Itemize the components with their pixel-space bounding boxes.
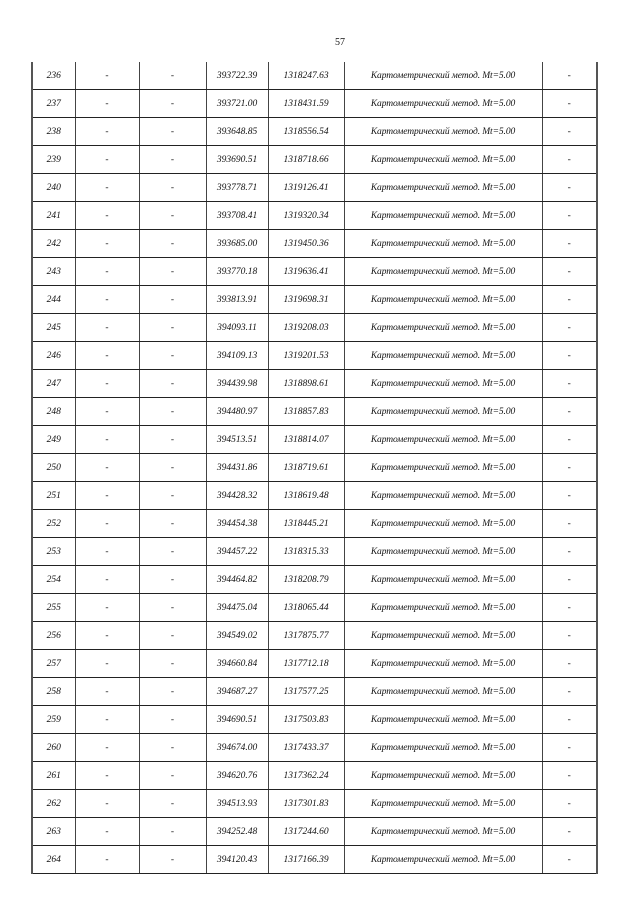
point-number-cell: 240: [33, 174, 75, 202]
point-number-cell: 260: [33, 734, 75, 762]
method-cell: Картометрический метод. Mt=5.00: [344, 426, 542, 454]
empty-cell: -: [75, 370, 139, 398]
empty-cell: -: [75, 398, 139, 426]
method-cell: Картометрический метод. Mt=5.00: [344, 538, 542, 566]
empty-cell: -: [139, 846, 206, 874]
coordinate-x-cell: 394480.97: [206, 398, 268, 426]
coordinate-x-cell: 394475.04: [206, 594, 268, 622]
coordinates-table: [33, 62, 596, 874]
empty-cell: -: [542, 146, 596, 174]
empty-cell: -: [75, 538, 139, 566]
coordinate-y-cell: 1318898.61: [268, 370, 344, 398]
empty-cell: -: [139, 174, 206, 202]
table-row: [33, 734, 596, 762]
point-number-cell: 259: [33, 706, 75, 734]
coordinate-y-cell: 1318247.63: [268, 62, 344, 90]
method-cell: Картометрический метод. Mt=5.00: [344, 846, 542, 874]
empty-cell: -: [139, 790, 206, 818]
point-number-cell: 257: [33, 650, 75, 678]
table-row: [33, 482, 596, 510]
empty-cell: -: [139, 202, 206, 230]
coordinate-y-cell: 1317166.39: [268, 846, 344, 874]
coordinate-x-cell: 394690.51: [206, 706, 268, 734]
coordinate-y-cell: 1318857.83: [268, 398, 344, 426]
empty-cell: -: [75, 510, 139, 538]
method-cell: Картометрический метод. Mt=5.00: [344, 622, 542, 650]
table-row: [33, 426, 596, 454]
point-number-cell: 248: [33, 398, 75, 426]
empty-cell: -: [75, 790, 139, 818]
empty-cell: -: [139, 734, 206, 762]
method-cell: Картометрический метод. Mt=5.00: [344, 90, 542, 118]
coordinate-x-cell: 393685.00: [206, 230, 268, 258]
empty-cell: -: [139, 370, 206, 398]
empty-cell: -: [542, 538, 596, 566]
empty-cell: -: [75, 62, 139, 90]
empty-cell: -: [542, 846, 596, 874]
empty-cell: -: [542, 258, 596, 286]
method-cell: Картометрический метод. Mt=5.00: [344, 258, 542, 286]
point-number-cell: 254: [33, 566, 75, 594]
empty-cell: -: [139, 650, 206, 678]
method-cell: Картометрический метод. Mt=5.00: [344, 174, 542, 202]
point-number-cell: 256: [33, 622, 75, 650]
table-row: [33, 566, 596, 594]
point-number-cell: 251: [33, 482, 75, 510]
empty-cell: -: [139, 286, 206, 314]
coordinate-y-cell: 1319320.34: [268, 202, 344, 230]
coordinate-x-cell: 394464.82: [206, 566, 268, 594]
empty-cell: -: [542, 286, 596, 314]
table-row: [33, 370, 596, 398]
coordinate-x-cell: 394439.98: [206, 370, 268, 398]
point-number-cell: 238: [33, 118, 75, 146]
empty-cell: -: [75, 706, 139, 734]
empty-cell: -: [139, 678, 206, 706]
table-row: [33, 202, 596, 230]
empty-cell: -: [542, 202, 596, 230]
method-cell: Картометрический метод. Mt=5.00: [344, 762, 542, 790]
table-row: [33, 622, 596, 650]
empty-cell: -: [139, 454, 206, 482]
empty-cell: -: [139, 594, 206, 622]
coordinate-y-cell: 1318814.07: [268, 426, 344, 454]
table-row: [33, 230, 596, 258]
method-cell: Картометрический метод. Mt=5.00: [344, 566, 542, 594]
empty-cell: -: [139, 706, 206, 734]
empty-cell: -: [75, 678, 139, 706]
table-row: [33, 650, 596, 678]
coordinate-x-cell: 393722.39: [206, 62, 268, 90]
coordinate-x-cell: 394687.27: [206, 678, 268, 706]
coordinate-x-cell: 393721.00: [206, 90, 268, 118]
coordinate-x-cell: 394109.13: [206, 342, 268, 370]
coordinate-x-cell: 393813.91: [206, 286, 268, 314]
empty-cell: -: [542, 426, 596, 454]
table-body: [33, 62, 596, 874]
table-row: [33, 454, 596, 482]
empty-cell: -: [75, 846, 139, 874]
empty-cell: -: [542, 566, 596, 594]
empty-cell: -: [75, 90, 139, 118]
coordinate-y-cell: 1317875.77: [268, 622, 344, 650]
table-row: [33, 62, 596, 90]
method-cell: Картометрический метод. Mt=5.00: [344, 650, 542, 678]
table-row: [33, 818, 596, 846]
point-number-cell: 264: [33, 846, 75, 874]
table-row: [33, 594, 596, 622]
empty-cell: -: [75, 734, 139, 762]
empty-cell: -: [75, 314, 139, 342]
empty-cell: -: [139, 314, 206, 342]
method-cell: Картометрический метод. Mt=5.00: [344, 314, 542, 342]
empty-cell: -: [542, 594, 596, 622]
empty-cell: -: [542, 62, 596, 90]
empty-cell: -: [139, 622, 206, 650]
coordinates-table-container: [31, 62, 598, 874]
point-number-cell: 241: [33, 202, 75, 230]
coordinate-y-cell: 1319208.03: [268, 314, 344, 342]
empty-cell: -: [139, 566, 206, 594]
point-number-cell: 237: [33, 90, 75, 118]
coordinate-y-cell: 1318445.21: [268, 510, 344, 538]
empty-cell: -: [139, 482, 206, 510]
empty-cell: -: [139, 342, 206, 370]
method-cell: Картометрический метод. Mt=5.00: [344, 790, 542, 818]
point-number-cell: 253: [33, 538, 75, 566]
coordinate-y-cell: 1319201.53: [268, 342, 344, 370]
empty-cell: -: [139, 230, 206, 258]
coordinate-y-cell: 1318065.44: [268, 594, 344, 622]
empty-cell: -: [542, 118, 596, 146]
method-cell: Картометрический метод. Mt=5.00: [344, 62, 542, 90]
coordinate-y-cell: 1319698.31: [268, 286, 344, 314]
empty-cell: -: [75, 174, 139, 202]
point-number-cell: 261: [33, 762, 75, 790]
table-row: [33, 174, 596, 202]
empty-cell: -: [139, 762, 206, 790]
empty-cell: -: [542, 678, 596, 706]
point-number-cell: 246: [33, 342, 75, 370]
coordinate-x-cell: 394457.22: [206, 538, 268, 566]
point-number-cell: 243: [33, 258, 75, 286]
table-row: [33, 846, 596, 874]
page-number: 57: [335, 37, 345, 48]
table-row: [33, 678, 596, 706]
coordinate-x-cell: 394660.84: [206, 650, 268, 678]
method-cell: Картометрический метод. Mt=5.00: [344, 510, 542, 538]
point-number-cell: 262: [33, 790, 75, 818]
point-number-cell: 258: [33, 678, 75, 706]
empty-cell: -: [542, 482, 596, 510]
table-row: [33, 342, 596, 370]
point-number-cell: 239: [33, 146, 75, 174]
method-cell: Картометрический метод. Mt=5.00: [344, 594, 542, 622]
method-cell: Картометрический метод. Mt=5.00: [344, 482, 542, 510]
empty-cell: -: [75, 818, 139, 846]
empty-cell: -: [542, 398, 596, 426]
empty-cell: -: [542, 790, 596, 818]
empty-cell: -: [75, 230, 139, 258]
method-cell: Картометрический метод. Mt=5.00: [344, 202, 542, 230]
coordinate-y-cell: 1318315.33: [268, 538, 344, 566]
coordinate-y-cell: 1318619.48: [268, 482, 344, 510]
empty-cell: -: [75, 622, 139, 650]
table-row: [33, 286, 596, 314]
table-row: [33, 314, 596, 342]
method-cell: Картометрический метод. Mt=5.00: [344, 678, 542, 706]
table-row: [33, 790, 596, 818]
method-cell: Картометрический метод. Mt=5.00: [344, 286, 542, 314]
empty-cell: -: [75, 342, 139, 370]
coordinate-y-cell: 1317577.25: [268, 678, 344, 706]
coordinate-y-cell: 1319636.41: [268, 258, 344, 286]
empty-cell: -: [542, 650, 596, 678]
point-number-cell: 245: [33, 314, 75, 342]
coordinate-y-cell: 1317712.18: [268, 650, 344, 678]
coordinate-x-cell: 394120.43: [206, 846, 268, 874]
empty-cell: -: [542, 174, 596, 202]
empty-cell: -: [75, 202, 139, 230]
empty-cell: -: [139, 426, 206, 454]
coordinate-x-cell: 394252.48: [206, 818, 268, 846]
empty-cell: -: [139, 538, 206, 566]
method-cell: Картометрический метод. Mt=5.00: [344, 370, 542, 398]
point-number-cell: 255: [33, 594, 75, 622]
point-number-cell: 236: [33, 62, 75, 90]
coordinate-x-cell: 393778.71: [206, 174, 268, 202]
empty-cell: -: [75, 258, 139, 286]
coordinate-x-cell: 394513.93: [206, 790, 268, 818]
table-row: [33, 258, 596, 286]
point-number-cell: 250: [33, 454, 75, 482]
table-row: [33, 146, 596, 174]
point-number-cell: 242: [33, 230, 75, 258]
empty-cell: -: [542, 342, 596, 370]
empty-cell: -: [75, 118, 139, 146]
coordinate-y-cell: 1318718.66: [268, 146, 344, 174]
empty-cell: -: [139, 818, 206, 846]
coordinate-x-cell: 394093.11: [206, 314, 268, 342]
table-row: [33, 118, 596, 146]
coordinate-x-cell: 393690.51: [206, 146, 268, 174]
empty-cell: -: [542, 818, 596, 846]
table-row: [33, 510, 596, 538]
empty-cell: -: [542, 706, 596, 734]
coordinate-y-cell: 1319126.41: [268, 174, 344, 202]
point-number-cell: 252: [33, 510, 75, 538]
empty-cell: -: [542, 90, 596, 118]
empty-cell: -: [75, 286, 139, 314]
coordinate-x-cell: 394620.76: [206, 762, 268, 790]
coordinate-y-cell: 1317503.83: [268, 706, 344, 734]
empty-cell: -: [542, 734, 596, 762]
coordinate-x-cell: 394674.00: [206, 734, 268, 762]
method-cell: Картометрический метод. Mt=5.00: [344, 342, 542, 370]
table-row: [33, 398, 596, 426]
coordinate-x-cell: 394454.38: [206, 510, 268, 538]
coordinate-y-cell: 1317433.37: [268, 734, 344, 762]
empty-cell: -: [542, 314, 596, 342]
method-cell: Картометрический метод. Mt=5.00: [344, 454, 542, 482]
empty-cell: -: [75, 594, 139, 622]
empty-cell: -: [139, 62, 206, 90]
method-cell: Картометрический метод. Mt=5.00: [344, 734, 542, 762]
empty-cell: -: [542, 230, 596, 258]
empty-cell: -: [139, 510, 206, 538]
coordinate-x-cell: 394428.32: [206, 482, 268, 510]
empty-cell: -: [75, 566, 139, 594]
method-cell: Картометрический метод. Mt=5.00: [344, 118, 542, 146]
coordinate-x-cell: 393770.18: [206, 258, 268, 286]
point-number-cell: 249: [33, 426, 75, 454]
empty-cell: -: [542, 454, 596, 482]
empty-cell: -: [75, 454, 139, 482]
table-row: [33, 706, 596, 734]
empty-cell: -: [542, 762, 596, 790]
table-row: [33, 762, 596, 790]
empty-cell: -: [75, 762, 139, 790]
coordinate-x-cell: 393708.41: [206, 202, 268, 230]
method-cell: Картометрический метод. Mt=5.00: [344, 706, 542, 734]
coordinate-y-cell: 1318556.54: [268, 118, 344, 146]
empty-cell: -: [139, 398, 206, 426]
method-cell: Картометрический метод. Mt=5.00: [344, 398, 542, 426]
coordinate-x-cell: 394431.86: [206, 454, 268, 482]
empty-cell: -: [542, 622, 596, 650]
table-row: [33, 538, 596, 566]
coordinate-y-cell: 1317362.24: [268, 762, 344, 790]
coordinate-y-cell: 1317244.60: [268, 818, 344, 846]
point-number-cell: 247: [33, 370, 75, 398]
coordinate-x-cell: 394549.02: [206, 622, 268, 650]
empty-cell: -: [139, 118, 206, 146]
empty-cell: -: [75, 482, 139, 510]
empty-cell: -: [542, 370, 596, 398]
empty-cell: -: [139, 146, 206, 174]
empty-cell: -: [542, 510, 596, 538]
empty-cell: -: [75, 650, 139, 678]
method-cell: Картометрический метод. Mt=5.00: [344, 818, 542, 846]
coordinate-y-cell: 1318208.79: [268, 566, 344, 594]
coordinate-y-cell: 1318431.59: [268, 90, 344, 118]
method-cell: Картометрический метод. Mt=5.00: [344, 146, 542, 174]
empty-cell: -: [75, 146, 139, 174]
table-row: [33, 90, 596, 118]
empty-cell: -: [75, 426, 139, 454]
method-cell: Картометрический метод. Mt=5.00: [344, 230, 542, 258]
point-number-cell: 263: [33, 818, 75, 846]
coordinate-y-cell: 1318719.61: [268, 454, 344, 482]
point-number-cell: 244: [33, 286, 75, 314]
coordinate-y-cell: 1319450.36: [268, 230, 344, 258]
empty-cell: -: [139, 90, 206, 118]
empty-cell: -: [139, 258, 206, 286]
coordinate-x-cell: 394513.51: [206, 426, 268, 454]
coordinate-x-cell: 393648.85: [206, 118, 268, 146]
coordinate-y-cell: 1317301.83: [268, 790, 344, 818]
